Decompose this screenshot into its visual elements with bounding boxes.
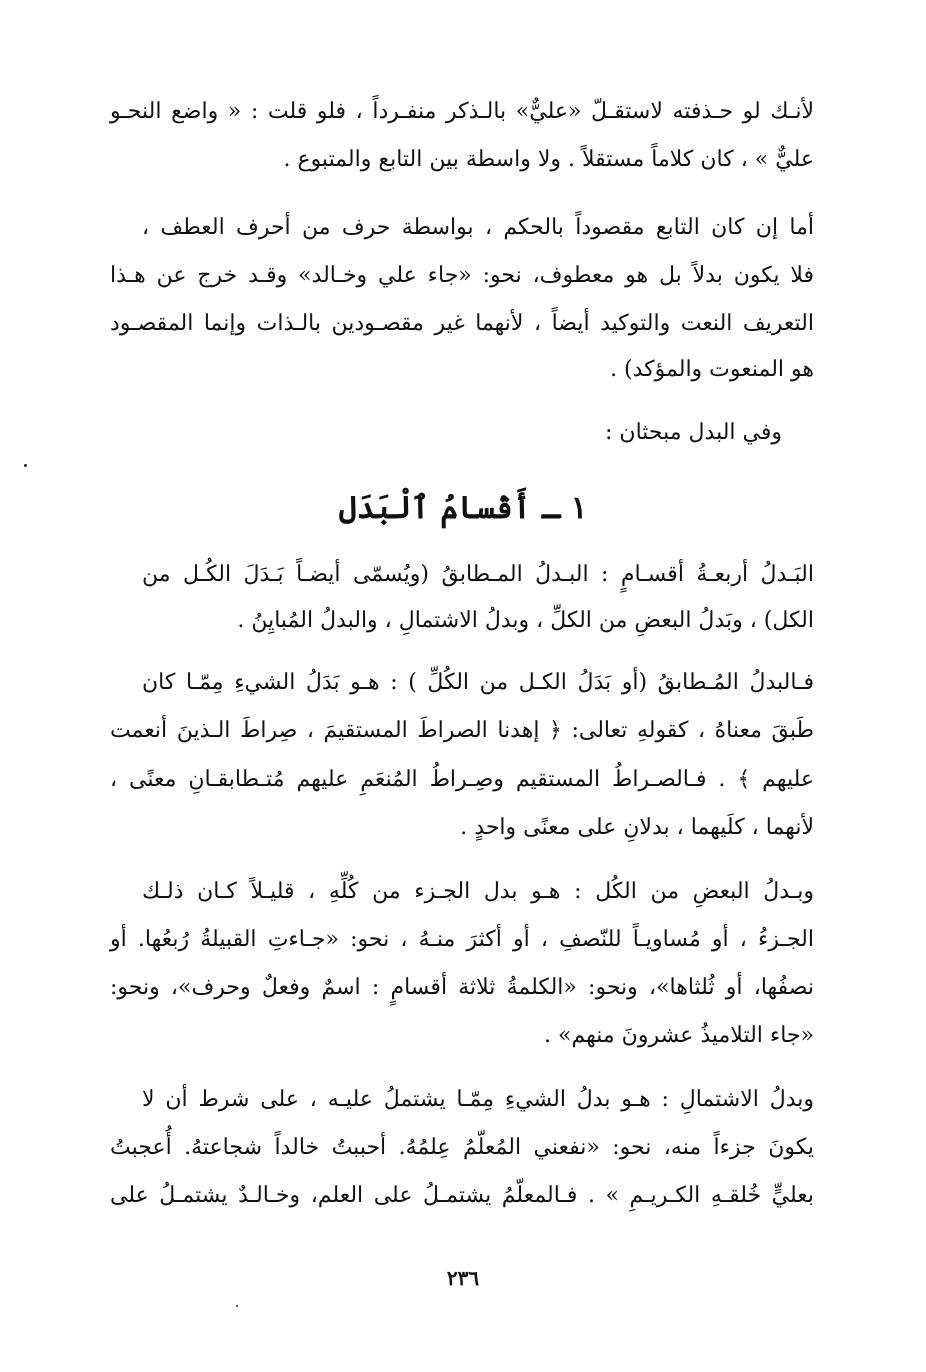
text-line: نصفُها، أو ثُلثاها»، ونحو: «الكلمةُ ثلاثة أقسامٍ : اسمٌ وفعلٌ وحرف»، ونحو:	[110, 975, 814, 1000]
text-line: هو المنعوت والمؤكد) .	[610, 357, 814, 382]
text-line: فلا يكون بدلاً بل هو معطوف، نحو: «جاء علي وخـالد» وقـد خرج عن هـذا	[110, 263, 814, 288]
scan-speck	[24, 464, 27, 467]
paragraph-first-line: فـالبدلُ المُـطابقُ (أو بَدَلُ الكـل من الكُلِّ ) : هـو بَدَلُ الشيءِ مِمّـا كان	[142, 670, 814, 695]
page-number: ٢٣٦	[446, 1266, 480, 1290]
text-line: يكونَ جزءاً منه، نحو: «نفعني المُعلّمُ عِلمُهُ. أحببتُ خالداً شجاعتهُ. أُعجبتُ	[110, 1135, 814, 1160]
text-line: عليٌّ » ، كان كلاماً مستقلاً . ولا واسطة بين التابع والمتبوع .	[283, 147, 814, 172]
paragraph-first-line: وبدلُ الاشتمالِ : هـو بدلُ الشيءِ مِمّـا يشتملُ عليـه ، على شرط أن لا	[142, 1087, 814, 1112]
text-line: عليهم ﴾ . فـالصـراطُ المستقيم وصِـراطُ المُنعَمِ عليهم مُتـطابقـانِ معنًى ،	[110, 767, 814, 792]
scan-speck	[236, 1305, 238, 1307]
paragraph-first-line: البَـدلُ أربعـةُ أقسـامٍ : البـدلُ المـطابقُ (ويُسمّى أيضـاً بَـدَلَ الكُـل من	[142, 562, 814, 587]
paragraph-first-line: وبـدلُ البعضِ من الكُل : هـو بدل الجـزء من كُلِّهِ ، قليـلاً كـان ذلـك	[142, 879, 814, 904]
paragraph-first-line: أما إن كان التابع مقصوداً بالحكم ، بواسطة حرف من أحرف العطف ،	[142, 215, 814, 240]
text-line: الكل) ، وبَدلُ البعضِ من الكلِّ ، وبدلُ الاشتمالِ ، والبدلُ المُبايِنُ .	[237, 608, 814, 633]
paragraph-first-line: وفي البدل مبحثان :	[605, 420, 782, 445]
section-heading: ١ ـ أَقْسامُ ٱلْبَدَل	[338, 490, 588, 526]
text-line: «جاء التلاميذُ عشرونَ منهم» .	[544, 1023, 814, 1048]
text-line: لأنـك لو حـذفته لاستقـلّ «عليٌّ» بالـذكر منفـرداً ، فلو قلت : « واضع النحـو	[110, 99, 814, 124]
text-line: طَبقَ معناهُ ، كقولهِ تعالى: ﴿ إهدنا الصراطَ المستقيمَ ، صِراطَ الـذينَ أنعمت	[110, 718, 814, 743]
text-line: بعليٍّ خُلقـهِ الكـريـمِ » . فـالمعلّمُ يشتمـلُ على العلم، وخـالـدٌ يشتمـلُ على	[110, 1183, 814, 1208]
text-line: الجـزءُ ، أو مُساويـاً للنّصفِ ، أو أكثرَ منـهُ ، نحو: «جـاءتِ القبيلةُ رُبعُها. أو	[110, 927, 814, 952]
text-line: التعريف النعت والتوكيد أيضاً ، لأنهما غير مقصـودين بالـذات وإنما المقصـود	[110, 311, 814, 336]
text-line: لأنهما ، كلَيهما ، بدلانِ على معنًى واحدٍ .	[460, 815, 814, 840]
